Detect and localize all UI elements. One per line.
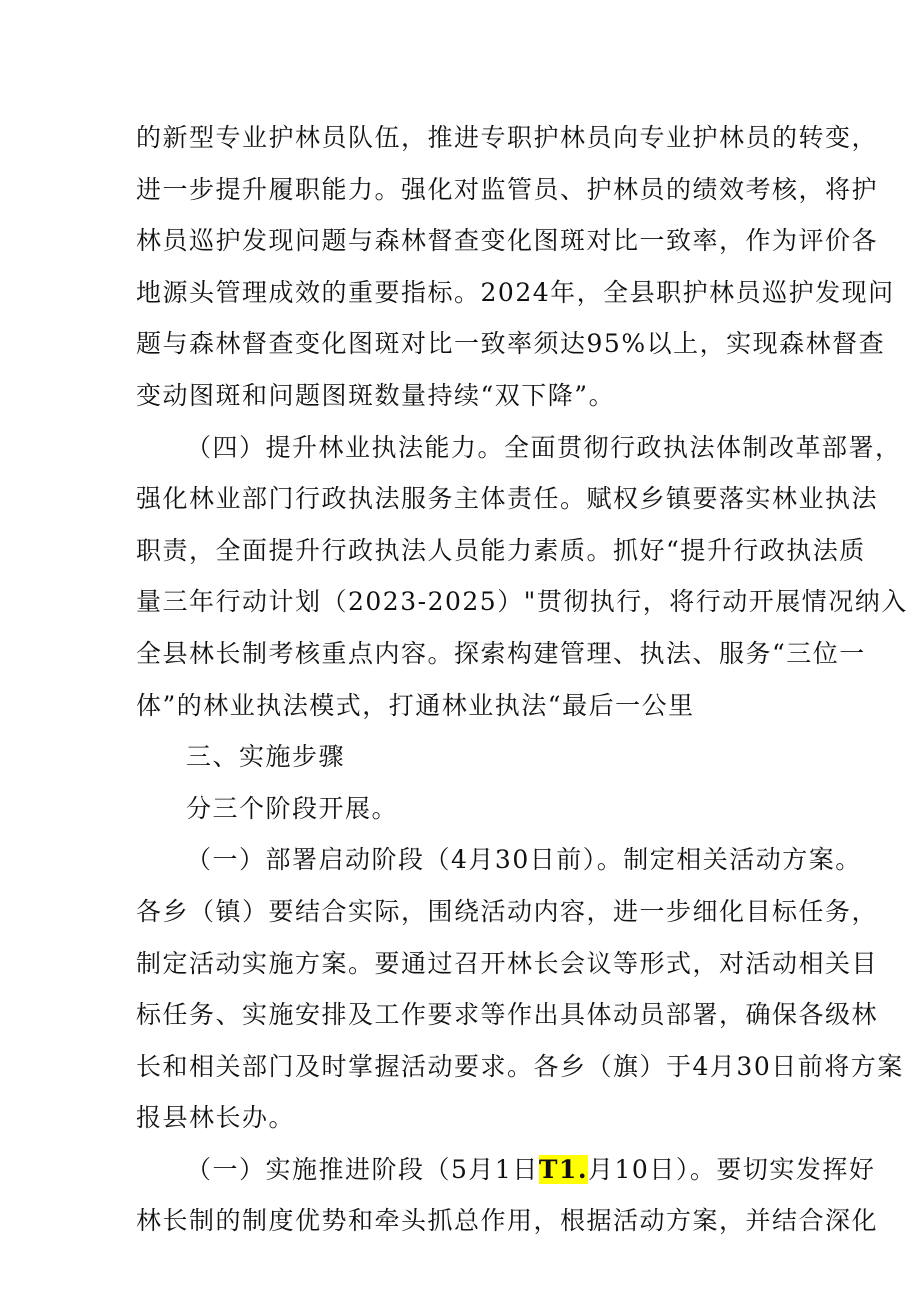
body-text — [136, 112, 908, 1247]
section-four-heading-line: （四）提升林业执法能力。全面贯彻行政执法体制改革部署， — [186, 432, 902, 462]
stage-two-text-before: （一）实施推进阶段（5月1日 — [186, 1154, 539, 1184]
text-line: 林长制的制度优势和牵头抓总作用，根据活动方案，并结合深化 — [136, 1206, 879, 1236]
text-line: 制定活动实施方案。要通过召开林长会议等形式，对活动相关目 — [136, 948, 879, 978]
highlighted-text: T1. — [538, 1154, 589, 1184]
text-line: 地源头管理成效的重要指标。2024年，全县职护林员巡护发现问 — [136, 277, 895, 307]
text-line: 林员巡护发现问题与森林督查变化图斑对比一致率，作为评价各 — [136, 226, 879, 256]
text-line: 职责，全面提升行政执法人员能力素质。抓好“提升行政执法质 — [136, 535, 866, 565]
section-three-title: 三、实施步骤 — [186, 742, 346, 772]
text-line: 体”的林业执法模式，打通林业执法“最后一公里 — [136, 690, 695, 720]
text-line: 进一步提升履职能力。强化对监管员、护林员的绩效考核，将护 — [136, 174, 879, 204]
text-line: 题与森林督查变化图斑对比一致率须达95%以上，实现森林督查 — [136, 329, 886, 359]
text-line: 强化林业部门行政执法服务主体责任。赋权乡镇要落实林业执法 — [136, 484, 879, 514]
text-line: 各乡（镇）要结合实际，围绕活动内容，进一步细化目标任务， — [136, 896, 879, 926]
text-line: 量三年行动计划（2023-2025）"贯彻执行，将行动开展情况纳入 — [136, 587, 908, 617]
stage-two-text-after: 月10日）。要切实发挥好 — [588, 1154, 876, 1184]
stage-one-heading-line: （一）部署启动阶段（4月30日前）。制定相关活动方案。 — [186, 845, 862, 875]
text-line: 长和相关部门及时掌握活动要求。各乡（旗）于4月30日前将方案 — [136, 1051, 904, 1081]
stage-intro: 分三个阶段开展。 — [186, 793, 399, 823]
text-line: 全县林长制考核重点内容。探索构建管理、执法、服务“三位一 — [136, 638, 866, 668]
text-line: 报县林长办。 — [136, 1103, 296, 1133]
text-line: 的新型专业护林员队伍，推进专职护林员向专业护林员的转变， — [136, 123, 879, 152]
text-line: 变动图斑和问题图斑数量持续“双下降”。 — [136, 380, 616, 410]
stage-two-heading-line — [136, 1144, 876, 1196]
text-line: 标任务、实施安排及工作要求等作出具体动员部署，确保各级林 — [136, 1000, 879, 1030]
